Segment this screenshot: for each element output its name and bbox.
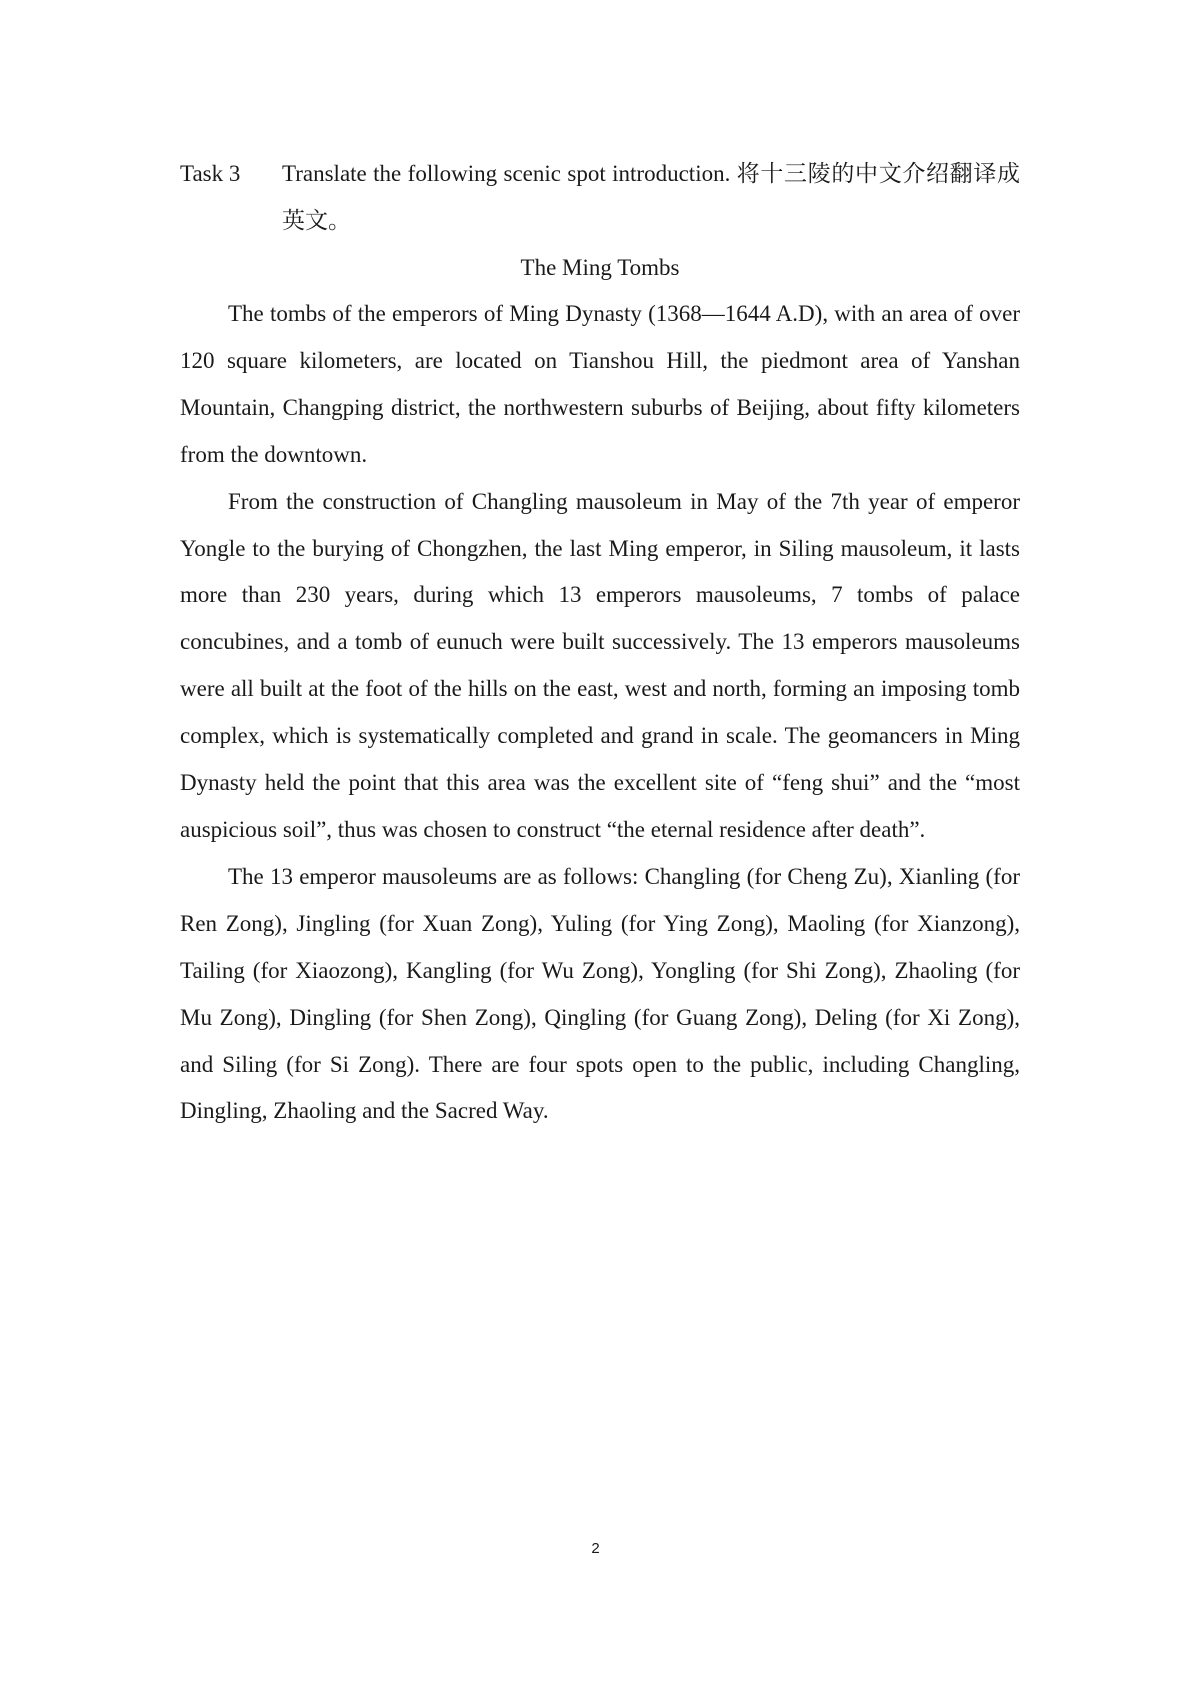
paragraph-history: From the construction of Changling mausoleum in May of the 7th year of emperor Yongle to the burying of Chongzhen, the last Ming emperor, in Siling mausoleum, it lasts more than 230 years, during which 13 emperors mausoleums, 7 tombs of palace concubines, and a tomb of eunuch were built successively. The 13 emperors mausoleums were all built at the foot of the hills on the east, west and north, forming an imposing tomb complex, which is systematically completed and grand in scale. The geomancers in Ming Dynasty held the point that this area was the excellent site of “feng shui” and the “most auspicious soil”, thus was chosen to construct “the eternal residence after death”. <box>180 488 1020 842</box>
document-body <box>180 291 1020 1135</box>
document-title: The Ming Tombs <box>520 255 680 280</box>
task-instruction: Translate the following scenic spot introduction. 将十三陵的中文介绍翻译成英文。 <box>282 161 1020 233</box>
task-header <box>180 150 1020 244</box>
task-label: Task 3 <box>180 161 241 186</box>
paragraph-mausoleums: The 13 emperor mausoleums are as follows: Changling (for Cheng Zu), Xianling (for Ren Zong), Jingling (for Xuan Zong), Yuling (for Ying Zong), Maoling (for Xianzong), Tailing (for Xiaozong), Kangling (for Wu Zong), Yongling (for Shi Zong), Zhaoling (for Mu Zong), Dingling (for Shen Zong), Qingling (for Guang Zong), Deling (for Xi Zong), and Siling (for Si Zong). There are four spots open to the public, including Changling, Dingling, Zhaoling and the Sacred Way. <box>180 863 1020 1124</box>
paragraph-location: The tombs of the emperors of Ming Dynasty (1368—1644 A.D), with an area of over 120 square kilometers, are located on Tianshou Hill, the piedmont area of Yanshan Mountain, Changping district, the northwestern suburbs of Beijing, about fifty kilometers from the downtown. <box>180 301 1020 467</box>
page-number: 2 <box>591 1540 600 1557</box>
